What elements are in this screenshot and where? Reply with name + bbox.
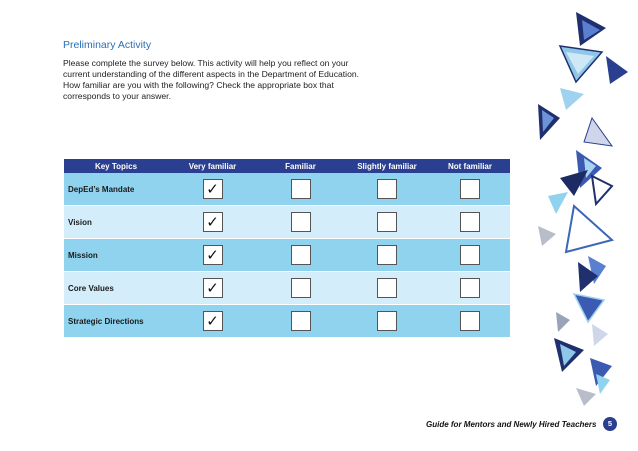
table-row xyxy=(64,173,510,206)
instructions-text: Please complete the survey below. This activity will help you reflect on your current understanding of the different aspects in the Department of Education. How familiar are you with the following? Check the appropriate box that corresponds to your answer. xyxy=(63,58,360,101)
checkbox-familiar[interactable] xyxy=(291,245,311,265)
checkbox-slightly-familiar[interactable] xyxy=(377,278,397,298)
checkbox-very-familiar[interactable]: ✓ xyxy=(203,245,223,265)
table-row xyxy=(64,239,510,272)
table-row xyxy=(64,305,510,338)
topic-cell: DepEd’s Mandate xyxy=(64,173,168,206)
checkbox-not-familiar[interactable] xyxy=(460,245,480,265)
checkbox-not-familiar[interactable] xyxy=(460,212,480,232)
checkbox-not-familiar[interactable] xyxy=(460,179,480,199)
checkbox-very-familiar[interactable]: ✓ xyxy=(203,212,223,232)
checkbox-not-familiar[interactable] xyxy=(460,278,480,298)
header-slightly-familiar: Slightly familiar xyxy=(344,159,430,173)
table-row xyxy=(64,206,510,239)
topic-cell: Strategic Directions xyxy=(64,305,168,338)
checkbox-familiar[interactable] xyxy=(291,212,311,232)
topic-cell: Core Values xyxy=(64,272,168,305)
footer-guide-title: Guide for Mentors and Newly Hired Teachers xyxy=(426,420,597,429)
checkbox-very-familiar[interactable]: ✓ xyxy=(203,278,223,298)
checkbox-not-familiar[interactable] xyxy=(460,311,480,331)
header-key-topics: Key Topics xyxy=(64,159,168,173)
checkbox-very-familiar[interactable]: ✓ xyxy=(203,179,223,199)
checkbox-slightly-familiar[interactable] xyxy=(377,311,397,331)
checkbox-slightly-familiar[interactable] xyxy=(377,245,397,265)
header-not-familiar: Not familiar xyxy=(430,159,510,173)
checkbox-slightly-familiar[interactable] xyxy=(377,179,397,199)
header-familiar: Familiar xyxy=(257,159,344,173)
page-number-badge: 5 xyxy=(603,417,617,431)
topic-cell: Vision xyxy=(64,206,168,239)
checkbox-slightly-familiar[interactable] xyxy=(377,212,397,232)
table-header-row xyxy=(64,159,510,173)
checkbox-familiar[interactable] xyxy=(291,311,311,331)
checkbox-very-familiar[interactable]: ✓ xyxy=(203,311,223,331)
table-row xyxy=(64,272,510,305)
survey-table xyxy=(64,159,510,338)
header-very-familiar: Very familiar xyxy=(168,159,257,173)
activity-title: Preliminary Activity xyxy=(63,39,152,51)
checkbox-familiar[interactable] xyxy=(291,278,311,298)
topic-cell: Mission xyxy=(64,239,168,272)
checkbox-familiar[interactable] xyxy=(291,179,311,199)
